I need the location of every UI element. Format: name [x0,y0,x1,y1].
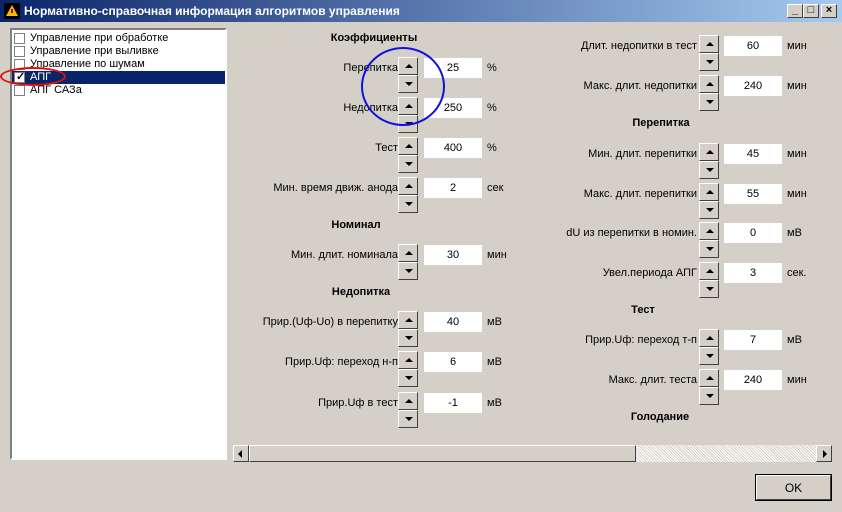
spin-up-icon[interactable] [398,244,418,262]
spin-down-icon[interactable] [699,161,719,179]
ok-button[interactable]: OK [756,475,831,500]
checkbox[interactable] [14,46,25,57]
section-title-golodanie: Голодание [630,411,690,423]
maximize-button[interactable]: □ [803,4,819,18]
spin-down-icon[interactable] [699,347,719,365]
du-label: dU из перепитки в номин. [566,227,697,239]
min-nominal-label: Мин. длит. номинала [290,249,398,261]
prir-hn-spinner[interactable] [398,351,418,387]
spin-up-icon[interactable] [699,222,719,240]
spin-down-icon[interactable] [398,262,418,280]
test-input[interactable] [424,138,482,158]
prir-tp-unit: мВ [787,334,802,346]
list-item-label: Управление при выливке [30,45,159,57]
scroll-left-icon[interactable] [233,445,249,462]
list-item-label: Управление при обработке [30,32,169,44]
test-unit: % [487,142,497,154]
du-input[interactable] [724,223,782,243]
list-item-label: Управление по шумам [30,58,145,70]
list-item[interactable] [12,84,225,97]
min-nominal-unit: мин [487,249,507,261]
section-title-test: Тест [631,304,655,316]
dlit-nedop-test-unit: мин [787,40,807,52]
max-perep-label: Макс. длит. перепитки [583,188,697,200]
scroll-thumb[interactable] [249,445,636,462]
window-titlebar[interactable] [0,0,842,22]
checkbox[interactable] [14,33,25,44]
spin-up-icon[interactable] [398,392,418,410]
prir-test-label: Прир.Uф в тест [318,397,398,409]
spin-down-icon[interactable] [699,93,719,111]
spin-up-icon[interactable] [699,183,719,201]
spin-down-icon[interactable] [699,280,719,298]
prir-uf-label: Прир.(Uф-Uo) в перепитку [262,316,398,328]
uvel-label: Увел.периода АПГ [602,267,697,279]
prir-tp-label: Прир.Uф: переход т-п [585,334,697,346]
min-time-spinner[interactable] [398,177,418,213]
prir-hn-label: Прир.Uф: переход н-п [285,356,398,368]
spin-up-icon[interactable] [699,262,719,280]
spin-down-icon[interactable] [398,195,418,213]
minimize-button[interactable]: _ [787,4,803,18]
uvel-input[interactable] [724,263,782,283]
spin-up-icon[interactable] [699,75,719,93]
max-perep-input[interactable] [724,184,782,204]
spin-up-icon[interactable] [699,329,719,347]
perepitka-unit: % [487,62,497,74]
spin-down-icon[interactable] [398,155,418,173]
checkbox[interactable] [14,85,25,96]
max-test-unit: мин [787,374,807,386]
max-test-input[interactable] [724,370,782,390]
scroll-track[interactable] [636,445,816,462]
scroll-right-icon[interactable] [816,445,832,462]
prir-test-input[interactable] [424,393,482,413]
min-time-unit: сек [487,182,504,194]
spin-down-icon[interactable] [699,53,719,71]
list-item-label: АПГ САЗа [30,84,82,96]
prir-tp-input[interactable] [724,330,782,350]
max-perep-spinner[interactable] [699,183,719,219]
prir-tp-spinner[interactable] [699,329,719,365]
spin-up-icon[interactable] [398,137,418,155]
section-title-nedopitka: Недопитка [331,286,391,298]
spin-down-icon[interactable] [699,240,719,258]
window-title: Нормативно-справочная информация алгоритмов управления [24,4,400,18]
max-nedop-input[interactable] [724,76,782,96]
spin-down-icon[interactable] [699,387,719,405]
min-perep-input[interactable] [724,144,782,164]
max-nedop-label: Макс. длит. недопитки [583,80,697,92]
red-annotation-ellipse [0,67,66,86]
prir-test-spinner[interactable] [398,392,418,428]
min-perep-unit: мин [787,148,807,160]
prir-hn-input[interactable] [424,352,482,372]
list-item[interactable] [12,45,225,58]
section-title-perepitka: Перепитка [632,117,690,129]
dlit-nedop-test-spinner[interactable] [699,35,719,71]
uvel-spinner[interactable] [699,262,719,298]
spin-up-icon[interactable] [699,143,719,161]
nedopitka-unit: % [487,102,497,114]
perepitka-label: Перепитка [343,62,398,74]
max-test-label: Макс. длит. теста [608,374,697,386]
list-item-label: АПГ [30,71,52,83]
spin-down-icon[interactable] [398,410,418,428]
min-nominal-input[interactable] [424,245,482,265]
max-test-spinner[interactable] [699,369,719,405]
spin-up-icon[interactable] [398,177,418,195]
section-title-nominal: Номинал [331,219,381,231]
uvel-unit: сек. [787,267,807,279]
min-perep-label: Мин. длит. перепитки [588,148,697,160]
min-time-input[interactable] [424,178,482,198]
spin-up-icon[interactable] [398,311,418,329]
list-item[interactable] [12,32,225,45]
test-label: Тест [375,142,398,154]
spin-down-icon[interactable] [398,329,418,347]
algorithm-list[interactable] [10,28,227,460]
min-nominal-spinner[interactable] [398,244,418,280]
close-button[interactable]: × [821,4,837,18]
du-spinner[interactable] [699,222,719,258]
dlit-nedop-test-input[interactable] [724,36,782,56]
prir-uf-unit: мВ [487,316,502,328]
horizontal-scrollbar[interactable] [233,445,832,462]
max-nedop-unit: мин [787,80,807,92]
min-perep-spinner[interactable] [699,143,719,179]
prir-uf-spinner[interactable] [398,311,418,347]
nedopitka-label: Недопитка [343,102,398,114]
prir-hn-unit: мВ [487,356,502,368]
du-unit: мВ [787,227,802,239]
max-nedop-spinner[interactable] [699,75,719,111]
test-spinner[interactable] [398,137,418,173]
prir-test-unit: мВ [487,397,502,409]
max-perep-unit: мин [787,188,807,200]
spin-up-icon[interactable] [699,35,719,53]
checkmark-icon: ✓ [16,71,26,83]
app-icon [4,3,20,19]
prir-uf-input[interactable] [424,312,482,332]
dlit-nedop-test-label: Длит. недопитки в тест [580,40,697,52]
min-time-label: Мин. время движ. анода [273,182,398,194]
blue-annotation-ellipse [361,47,445,126]
spin-down-icon[interactable] [699,201,719,219]
spin-up-icon[interactable] [699,369,719,387]
spin-down-icon[interactable] [398,369,418,387]
spin-up-icon[interactable] [398,351,418,369]
section-title-koef: Коэффициенты [330,32,418,44]
